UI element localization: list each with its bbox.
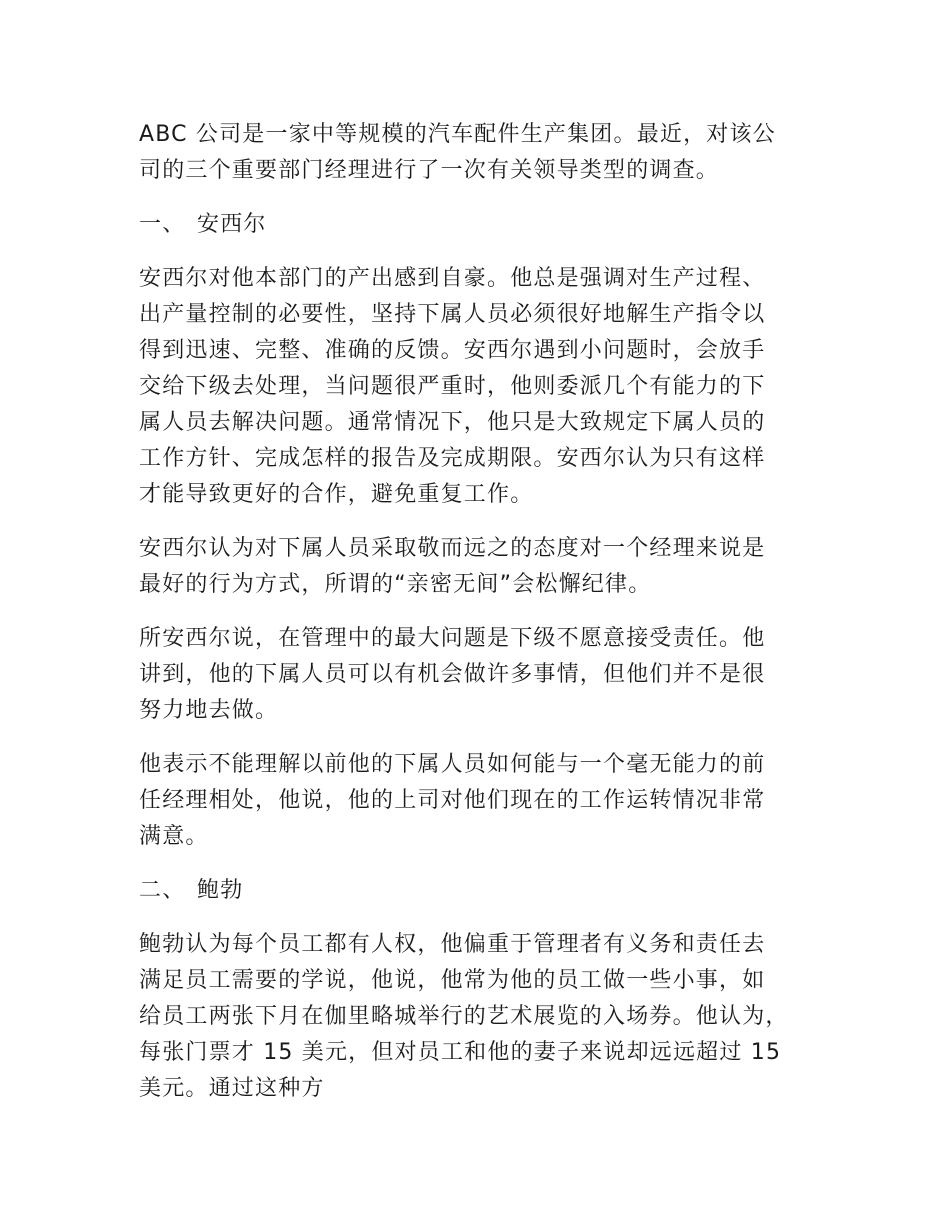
text-line: ABC 公司是一家中等规模的汽车配件生产集团。最近，对该公 — [139, 122, 776, 147]
text-line: 最好的行为方式，所谓的“亲密无间”会松懈纪律。 — [139, 572, 652, 597]
text-line: 任经理相处，他说，他的上司对他们现在的工作运转情况非常 — [139, 788, 766, 813]
text-line: 安西尔认为对下属人员采取敬而远之的态度对一个经理来说是 — [139, 536, 766, 561]
text-line: 工作方针、完成怎样的报告及完成期限。安西尔认为只有这样 — [139, 446, 766, 471]
text-line: 满意。 — [139, 824, 209, 849]
section-title: 安西尔 — [197, 212, 267, 237]
text-line: 给员工两张下月在伽里略城举行的艺术展览的入场券。他认为， — [139, 1004, 789, 1029]
text-line: 交给下级去处理，当问题很严重时，他则委派几个有能力的下 — [139, 374, 766, 399]
text-line: 讲到，他的下属人员可以有机会做许多事情，但他们并不是很 — [139, 662, 766, 687]
intro-paragraph — [139, 117, 819, 189]
text-line: 才能导致更好的合作，避免重复工作。 — [139, 482, 534, 507]
section-number: 二、 — [139, 878, 186, 903]
document-page — [139, 117, 819, 1125]
body-paragraph — [139, 927, 819, 1107]
body-paragraph — [139, 621, 819, 729]
section-number: 一、 — [139, 212, 186, 237]
section-heading-1 — [139, 207, 819, 243]
text-line: 每张门票才 15 美元，但对员工和他的妻子来说却远远超过 15 — [139, 1040, 782, 1065]
text-line: 司的三个重要部门经理进行了一次有关领导类型的调查。 — [139, 158, 720, 183]
text-line: 得到迅速、完整、准确的反馈。安西尔遇到小问题时，会放手 — [139, 338, 766, 363]
text-line: 鲍勃认为每个员工都有人权，他偏重于管理者有义务和责任去 — [139, 932, 766, 957]
text-line: 安西尔对他本部门的产出感到自豪。他总是强调对生产过程、 — [139, 266, 766, 291]
body-paragraph — [139, 261, 819, 513]
text-line: 满足员工需要的学说，他说，他常为他的员工做一些小事，如 — [139, 968, 766, 993]
section-title: 鲍勃 — [197, 878, 244, 903]
text-line: 所安西尔说，在管理中的最大问题是下级不愿意接受责任。他 — [139, 626, 766, 651]
text-line: 美元。通过这种方 — [139, 1076, 325, 1101]
section-heading-2 — [139, 873, 819, 909]
text-line: 出产量控制的必要性，坚持下属人员必须很好地解生产指令以 — [139, 302, 766, 327]
body-paragraph — [139, 747, 819, 855]
text-line: 属人员去解决问题。通常情况下，他只是大致规定下属人员的 — [139, 410, 766, 435]
text-line: 努力地去做。 — [139, 698, 279, 723]
body-paragraph — [139, 531, 819, 603]
text-line: 他表示不能理解以前他的下属人员如何能与一个毫无能力的前 — [139, 752, 766, 777]
